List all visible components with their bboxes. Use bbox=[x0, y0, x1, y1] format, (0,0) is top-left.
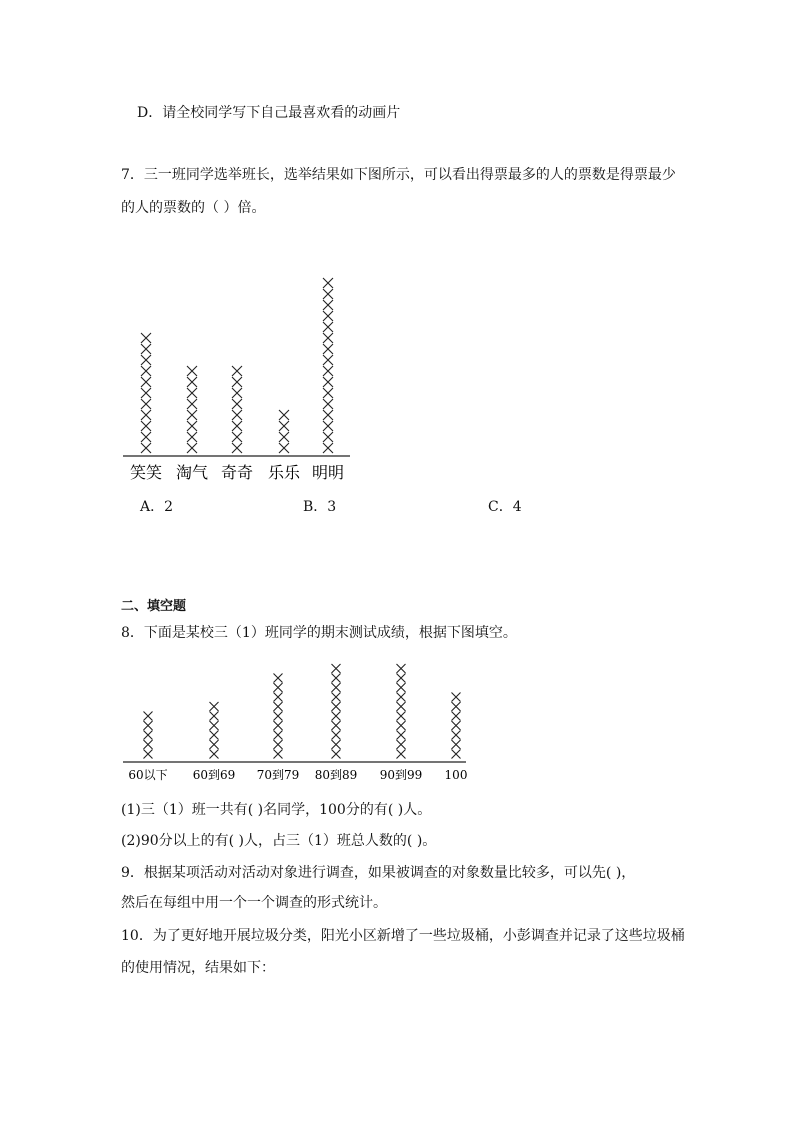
x-mark bbox=[397, 712, 406, 721]
x-mark bbox=[397, 721, 406, 730]
x-mark bbox=[144, 721, 153, 730]
x-mark bbox=[210, 750, 219, 759]
q9-line1: 9．根据某项活动对活动对象进行调查，如果被调查的对象数量比较多，可以先( )， bbox=[121, 865, 636, 881]
category-label: 90到99 bbox=[379, 768, 423, 782]
q8-stem: 8．下面是某校三（1）班同学的期末测试成绩，根据下图填空。 bbox=[121, 625, 517, 641]
chart-column bbox=[210, 702, 219, 759]
x-mark bbox=[144, 712, 153, 721]
x-mark bbox=[332, 693, 341, 702]
x-mark bbox=[332, 740, 341, 749]
q7-option-b[interactable]: B．3 bbox=[303, 499, 337, 515]
x-mark bbox=[332, 674, 341, 683]
section-title-fill-blank: 二、填空题 bbox=[121, 599, 187, 614]
chart-column bbox=[332, 664, 341, 759]
x-mark bbox=[210, 702, 219, 711]
chart-column bbox=[274, 674, 283, 759]
q7-stem-line2: 的人的票数的（ ）倍。 bbox=[121, 200, 266, 216]
category-label: 70到79 bbox=[256, 768, 300, 782]
x-mark bbox=[144, 731, 153, 740]
q6-option-d: D．请全校同学写下自己最喜欢看的动画片 bbox=[137, 105, 401, 121]
x-mark bbox=[397, 750, 406, 759]
x-mark bbox=[397, 674, 406, 683]
x-mark bbox=[210, 721, 219, 730]
x-mark bbox=[274, 721, 283, 730]
x-mark bbox=[332, 750, 341, 759]
x-mark bbox=[274, 712, 283, 721]
x-mark bbox=[332, 664, 341, 673]
x-mark bbox=[332, 683, 341, 692]
x-mark bbox=[397, 702, 406, 711]
x-mark bbox=[397, 740, 406, 749]
x-mark bbox=[397, 664, 406, 673]
category-label: 100 bbox=[444, 768, 468, 782]
x-mark bbox=[332, 731, 341, 740]
category-label: 笑笑 bbox=[129, 463, 163, 482]
x-mark bbox=[332, 702, 341, 711]
q8-sub2: (2)90分以上的有( )人，占三（1）班总人数的( )。 bbox=[121, 833, 437, 849]
category-label: 奇奇 bbox=[220, 463, 254, 482]
x-mark bbox=[452, 712, 461, 721]
category-label: 60到69 bbox=[192, 768, 236, 782]
x-mark bbox=[274, 731, 283, 740]
x-mark bbox=[210, 731, 219, 740]
q7-option-a[interactable]: A．2 bbox=[140, 499, 174, 515]
x-mark bbox=[274, 740, 283, 749]
x-mark bbox=[210, 740, 219, 749]
category-label: 80到89 bbox=[314, 768, 358, 782]
x-mark bbox=[332, 712, 341, 721]
category-label: 乐乐 bbox=[267, 463, 301, 482]
x-mark bbox=[452, 693, 461, 702]
x-mark bbox=[144, 750, 153, 759]
q7-stem-line1: 7．三一班同学选举班长，选举结果如下图所示，可以看出得票最多的人的票数是得票最少 bbox=[121, 167, 676, 183]
category-label: 60以下 bbox=[128, 768, 168, 782]
q8-sub1: (1)三（1）班一共有( )名同学，100分的有( )人。 bbox=[121, 802, 432, 818]
category-label: 明明 bbox=[311, 463, 345, 482]
x-mark bbox=[452, 750, 461, 759]
x-mark bbox=[452, 731, 461, 740]
x-mark bbox=[274, 693, 283, 702]
x-mark bbox=[210, 712, 219, 721]
x-mark bbox=[397, 683, 406, 692]
chart-column bbox=[452, 693, 461, 759]
x-mark bbox=[144, 740, 153, 749]
x-mark bbox=[274, 683, 283, 692]
x-mark bbox=[274, 702, 283, 711]
q9-line2: 然后在每组中用一个一个调查的形式统计。 bbox=[121, 895, 387, 911]
x-mark bbox=[397, 731, 406, 740]
q7-option-c[interactable]: C．4 bbox=[488, 499, 522, 515]
chart-column bbox=[144, 712, 153, 759]
x-mark bbox=[397, 693, 406, 702]
x-mark bbox=[332, 721, 341, 730]
x-mark bbox=[452, 721, 461, 730]
chart-column bbox=[397, 664, 406, 759]
x-mark bbox=[274, 674, 283, 683]
q10-line1: 10．为了更好地开展垃圾分类，阳光小区新增了一些垃圾桶，小彭调查并记录了这些垃圾桶 bbox=[121, 928, 685, 944]
category-label: 淘气 bbox=[175, 463, 209, 482]
x-mark bbox=[452, 702, 461, 711]
x-mark bbox=[452, 740, 461, 749]
q10-line2: 的使用情况，结果如下： bbox=[121, 960, 275, 976]
x-mark bbox=[274, 750, 283, 759]
